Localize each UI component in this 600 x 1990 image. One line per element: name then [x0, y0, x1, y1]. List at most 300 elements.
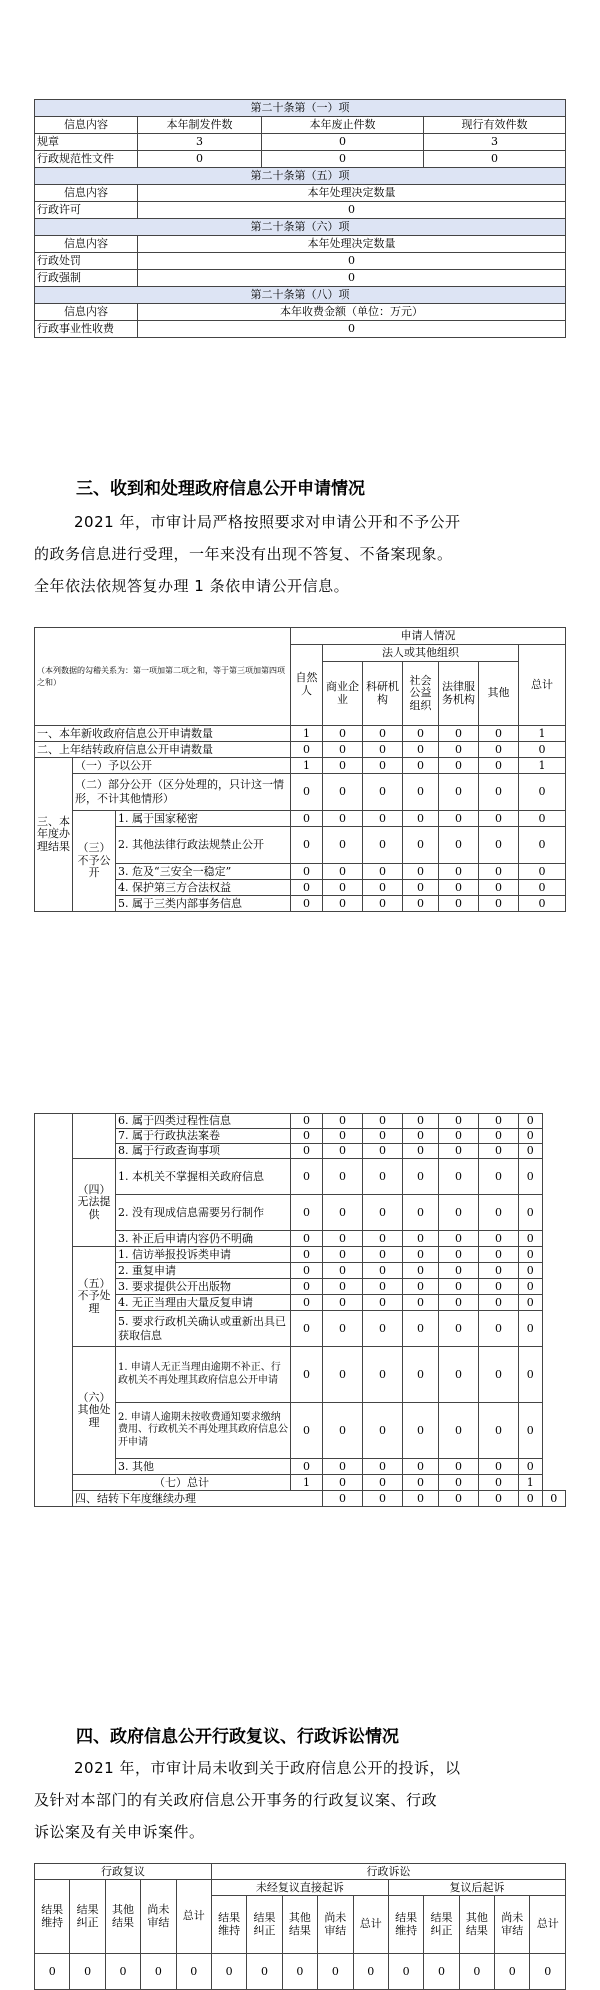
cell: 0 [403, 827, 439, 864]
row-label: 4. 保护第三方合法权益 [116, 880, 291, 896]
cell: 0 [363, 896, 403, 912]
application-table [34, 627, 566, 912]
cell: 0 [479, 774, 519, 811]
cell: 0 [439, 1295, 479, 1311]
table-row [35, 321, 566, 338]
cell: 0 [363, 1129, 403, 1144]
cell: 0 [291, 742, 323, 758]
cell: 0 [323, 1459, 363, 1475]
cell: 0 [519, 1159, 543, 1195]
cell: 0 [363, 742, 403, 758]
row-label: 6. 属于四类过程性信息 [116, 1114, 291, 1129]
cell: 1 [519, 758, 566, 774]
col-header: 信息内容 [35, 117, 138, 134]
cell: 0 [403, 1231, 439, 1247]
cell: 0 [403, 758, 439, 774]
cell: 0 [363, 880, 403, 896]
cell: 0 [363, 1347, 403, 1403]
cell: 0 [519, 1144, 543, 1159]
col-header: 其他结果 [282, 1896, 317, 1954]
cell: 0 [479, 1347, 519, 1403]
cell: 0 [363, 1195, 403, 1231]
cell: 0 [323, 864, 363, 880]
cell: 0 [291, 774, 323, 811]
section-header: 第二十条第（八）项 [35, 287, 566, 304]
cell: 0 [323, 811, 363, 827]
col-header: 社会公益组织 [403, 662, 439, 726]
cell: 0 [519, 827, 566, 864]
cell: 0 [439, 827, 479, 864]
cell: 0 [403, 1263, 439, 1279]
paragraph-line: 及针对本部门的有关政府信息公开事务的行政复议案、行政 [34, 1791, 438, 1809]
cell: 0 [105, 1954, 140, 1990]
cell: 0 [439, 758, 479, 774]
cell: 0 [323, 1347, 363, 1403]
table-row [35, 742, 566, 758]
cell: 0 [403, 1403, 439, 1459]
cell: 0 [403, 1129, 439, 1144]
col-header: 本年废止件数 [262, 117, 424, 134]
cell: 0 [519, 1231, 543, 1247]
table-row [35, 811, 566, 827]
cell: 0 [439, 1475, 479, 1491]
cell: 1 [519, 726, 566, 742]
col-header: 尚未审结 [141, 1880, 176, 1954]
cell: 0 [439, 896, 479, 912]
cell: 0 [291, 1279, 323, 1295]
col-header: 总计 [176, 1880, 211, 1954]
col-header: 结果纠正 [70, 1880, 105, 1954]
cell: 0 [363, 1279, 403, 1295]
cell: 0 [323, 1195, 363, 1231]
row-label: 行政处罚 [35, 253, 138, 270]
cell: 0 [519, 1114, 543, 1129]
cell: 0 [70, 1954, 105, 1990]
cell: 0 [363, 758, 403, 774]
cell: 0 [479, 1195, 519, 1231]
cell: 0 [403, 1295, 439, 1311]
cell: 0 [138, 202, 566, 219]
cell: 0 [519, 774, 566, 811]
cell: 0 [519, 1129, 543, 1144]
row-label: （二）部分公开（区分处理的，只计这一情形，不计其他情形） [73, 774, 291, 811]
row-label: 2. 其他法律行政法规禁止公开 [116, 827, 291, 864]
cell: 0 [363, 1475, 403, 1491]
applicant-header: 申请人情况 [291, 628, 566, 645]
cell: 0 [323, 1247, 363, 1263]
cell: 1 [519, 1475, 543, 1491]
row-label: （七）总计 [73, 1475, 291, 1491]
withhold-group-label-cont [73, 1114, 116, 1159]
cell: 0 [519, 1403, 543, 1459]
cell: 0 [439, 1247, 479, 1263]
cell: 0 [403, 880, 439, 896]
table-row [35, 1114, 566, 1129]
cell: 0 [439, 864, 479, 880]
cell: 0 [519, 1263, 543, 1279]
table-row [35, 758, 566, 774]
table-row [35, 253, 566, 270]
col-header: 结果维持 [35, 1880, 70, 1954]
cell: 0 [495, 1954, 530, 1990]
cell: 0 [479, 726, 519, 742]
table-row [35, 134, 566, 151]
cell: 0 [479, 1459, 519, 1475]
paragraph-line: 2021 年，市审计局严格按照要求对申请公开和不予公开 [74, 513, 461, 531]
cell: 0 [479, 1159, 519, 1195]
row-label: 3. 补正后申请内容仍不明确 [116, 1231, 291, 1247]
cell: 0 [323, 774, 363, 811]
cell: 0 [424, 151, 566, 168]
row-label: 二、上年结转政府信息公开申请数量 [35, 742, 291, 758]
cell: 0 [403, 726, 439, 742]
legal-person-header: 法人或其他组织 [323, 645, 519, 662]
cell: 0 [363, 1263, 403, 1279]
cell: 0 [479, 1263, 519, 1279]
article20-table [34, 99, 566, 338]
row-label: 四、结转下年度继续办理 [73, 1491, 323, 1507]
cell: 0 [439, 811, 479, 827]
row-label: 5. 属于三类内部事务信息 [116, 896, 291, 912]
row-label: 1. 信访举报投诉类申请 [116, 1247, 291, 1263]
table-row [35, 1954, 566, 1990]
cell: 0 [479, 1403, 519, 1459]
cell: 1 [291, 726, 323, 742]
row-label: 行政规范性文件 [35, 151, 138, 168]
cell: 0 [262, 151, 424, 168]
cell: 0 [262, 134, 424, 151]
table-row [35, 151, 566, 168]
row-label: 行政事业性收费 [35, 321, 138, 338]
cell: 0 [403, 1247, 439, 1263]
cell: 0 [439, 880, 479, 896]
row-label: 3. 其他 [116, 1459, 291, 1475]
row-label: 2. 重复申请 [116, 1263, 291, 1279]
cell: 0 [363, 864, 403, 880]
cell: 0 [519, 1311, 543, 1347]
cell: 0 [479, 1129, 519, 1144]
cell: 0 [519, 1247, 543, 1263]
col-header: 信息内容 [35, 185, 138, 202]
cell: 0 [282, 1954, 317, 1990]
cell: 0 [479, 1475, 519, 1491]
col-header: 尚未审结 [318, 1896, 353, 1954]
cell: 0 [363, 1159, 403, 1195]
cell: 0 [479, 1491, 519, 1507]
unavailable-group-label: （四）无法提供 [73, 1159, 116, 1247]
not-processed-group-label: （五）不予处理 [73, 1247, 116, 1347]
cell: 0 [323, 1129, 363, 1144]
section-header: 第二十条第（五）项 [35, 168, 566, 185]
cell: 0 [323, 742, 363, 758]
row-label: 行政许可 [35, 202, 138, 219]
col-header: 本年处理决定数量 [138, 185, 566, 202]
paragraph-line: 的政务信息进行受理，一年来没有出现不答复、不备案现象。 [34, 545, 453, 563]
col-header: 法律服务机构 [439, 662, 479, 726]
application-table-continued [34, 1113, 566, 1507]
cell: 0 [424, 1954, 459, 1990]
cell: 0 [519, 1195, 543, 1231]
row-label: 1. 属于国家秘密 [116, 811, 291, 827]
cell: 0 [291, 1263, 323, 1279]
cell: 0 [403, 742, 439, 758]
cell: 0 [291, 1295, 323, 1311]
cell: 0 [439, 1459, 479, 1475]
cell: 0 [439, 742, 479, 758]
table-row [35, 1475, 566, 1491]
cell: 0 [439, 774, 479, 811]
row-label: 1. 本机关不掌握相关政府信息 [116, 1159, 291, 1195]
cell: 0 [439, 1129, 479, 1144]
cell: 0 [519, 1279, 543, 1295]
cell: 0 [363, 1144, 403, 1159]
cell: 0 [530, 1954, 566, 1990]
cell: 0 [323, 1279, 363, 1295]
after-review-header: 复议后起诉 [388, 1880, 565, 1896]
cell: 0 [323, 1114, 363, 1129]
cell: 0 [479, 1114, 519, 1129]
cell: 0 [542, 1491, 566, 1507]
cell: 0 [363, 1311, 403, 1347]
cell: 0 [138, 151, 262, 168]
col-header: 本年处理决定数量 [138, 236, 566, 253]
row-label: 3. 危及“三安全一稳定” [116, 864, 291, 880]
cell: 0 [363, 1114, 403, 1129]
cell: 0 [519, 1347, 543, 1403]
cell: 0 [138, 270, 566, 287]
col-header: 结果维持 [211, 1896, 246, 1954]
withhold-group-label: （三）不予公开 [73, 811, 116, 912]
paragraph-line: 全年依法依规答复办理 1 条依申请公开信息。 [34, 577, 350, 595]
col-header: 总计 [353, 1896, 388, 1954]
cell: 0 [363, 827, 403, 864]
cell: 0 [519, 742, 566, 758]
row-label: 3. 要求提供公开出版物 [116, 1279, 291, 1295]
cell: 0 [138, 321, 566, 338]
col-header: 结果纠正 [247, 1896, 282, 1954]
table-row [35, 1347, 566, 1403]
col-header: 本年制发件数 [138, 117, 262, 134]
table-row [35, 774, 566, 811]
cell: 0 [439, 1403, 479, 1459]
table-row [35, 270, 566, 287]
cell: 0 [403, 1475, 439, 1491]
cell: 0 [479, 880, 519, 896]
cell: 0 [318, 1954, 353, 1990]
cell: 1 [291, 1475, 323, 1491]
cell: 0 [291, 880, 323, 896]
cell: 0 [403, 1279, 439, 1295]
section3-paragraph [34, 506, 566, 602]
cell: 0 [459, 1954, 494, 1990]
cell: 0 [403, 1347, 439, 1403]
cell: 0 [363, 774, 403, 811]
cell: 0 [363, 1491, 403, 1507]
col-header: 其他 [479, 662, 519, 726]
cell: 0 [403, 1159, 439, 1195]
cell: 0 [439, 1347, 479, 1403]
cell: 0 [291, 1195, 323, 1231]
col-header: 商业企业 [323, 662, 363, 726]
cell: 0 [353, 1954, 388, 1990]
cell: 0 [323, 896, 363, 912]
col-header: 总计 [530, 1896, 566, 1954]
cell: 0 [519, 896, 566, 912]
cell: 0 [176, 1954, 211, 1990]
table-row [35, 1491, 566, 1507]
section-header: 第二十条第（一）项 [35, 100, 566, 117]
cell: 0 [439, 726, 479, 742]
cell: 0 [323, 1263, 363, 1279]
natural-person-header: 自然人 [291, 645, 323, 726]
cell: 0 [323, 1144, 363, 1159]
cell: 0 [479, 1295, 519, 1311]
cell: 0 [323, 1475, 363, 1491]
cell: 0 [403, 1144, 439, 1159]
cell: 0 [291, 1159, 323, 1195]
cell: 0 [141, 1954, 176, 1990]
cell: 0 [247, 1954, 282, 1990]
cell: 0 [323, 1311, 363, 1347]
col-header: 现行有效件数 [424, 117, 566, 134]
other-group-label: （六）其他处理 [73, 1347, 116, 1475]
cell: 0 [323, 1231, 363, 1247]
cell: 0 [519, 880, 566, 896]
cell: 0 [35, 1954, 70, 1990]
col-header: 尚未审结 [495, 1896, 530, 1954]
cell: 0 [403, 811, 439, 827]
result-group-label-cont [35, 1114, 73, 1507]
row-label: （一）予以公开 [73, 758, 291, 774]
cell: 0 [403, 896, 439, 912]
cell: 0 [291, 1311, 323, 1347]
row-label: 5. 要求行政机关确认或重新出具已获取信息 [116, 1311, 291, 1347]
cell: 0 [363, 726, 403, 742]
cell: 0 [363, 1459, 403, 1475]
cell: 0 [291, 1144, 323, 1159]
cell: 0 [403, 864, 439, 880]
cell: 3 [424, 134, 566, 151]
paragraph-line: 诉讼案及有关申诉案件。 [34, 1823, 205, 1841]
cell: 0 [323, 880, 363, 896]
cell: 0 [439, 1195, 479, 1231]
row-label: 行政强制 [35, 270, 138, 287]
table-row [35, 726, 566, 742]
cell: 0 [519, 1491, 543, 1507]
cell: 0 [519, 1295, 543, 1311]
cell: 0 [323, 758, 363, 774]
cell: 0 [439, 1231, 479, 1247]
section-header: 第二十条第（六）项 [35, 219, 566, 236]
row-label: 4. 无正当理由大量反复申请 [116, 1295, 291, 1311]
cell: 0 [479, 758, 519, 774]
cell: 0 [519, 811, 566, 827]
cell: 0 [403, 774, 439, 811]
row-label: 规章 [35, 134, 138, 151]
col-header: 科研机构 [363, 662, 403, 726]
cell: 0 [403, 1114, 439, 1129]
cell: 0 [479, 1279, 519, 1295]
cell: 0 [291, 1114, 323, 1129]
cell: 0 [403, 1311, 439, 1347]
col-header: 其他结果 [105, 1880, 140, 1954]
cell: 0 [323, 1491, 363, 1507]
col-header: 其他结果 [459, 1896, 494, 1954]
cell: 0 [323, 726, 363, 742]
cell: 0 [363, 1247, 403, 1263]
cell: 0 [479, 742, 519, 758]
table-row [35, 1247, 566, 1263]
cell: 0 [439, 1159, 479, 1195]
row-label: 2. 申请人逾期未按收费通知要求缴纳费用、行政机关不再处理其政府信息公开申请 [116, 1403, 291, 1459]
cell: 0 [439, 1114, 479, 1129]
cell: 0 [439, 1263, 479, 1279]
cell: 0 [363, 1403, 403, 1459]
cell: 0 [519, 864, 566, 880]
table-row [35, 202, 566, 219]
cell: 0 [291, 1231, 323, 1247]
cell: 0 [439, 1279, 479, 1295]
cell: 0 [291, 1347, 323, 1403]
section3-title: 三、收到和处理政府信息公开申请情况 [76, 479, 365, 499]
cell: 0 [439, 1144, 479, 1159]
col-header: 本年收费金额（单位：万元） [138, 304, 566, 321]
cell: 0 [479, 1311, 519, 1347]
cell: 0 [479, 1144, 519, 1159]
litigation-header: 行政诉讼 [211, 1864, 565, 1880]
cell: 0 [363, 1295, 403, 1311]
cell: 0 [323, 827, 363, 864]
cell: 0 [291, 827, 323, 864]
row-label: 1. 申请人无正当理由逾期不补正、行政机关不再处理其政府信息公开申请 [116, 1347, 291, 1403]
cell: 0 [323, 1403, 363, 1459]
cell: 0 [363, 1231, 403, 1247]
cell: 0 [291, 1129, 323, 1144]
paragraph-line: 2021 年，市审计局未收到关于政府信息公开的投诉，以 [74, 1759, 461, 1777]
cell: 0 [291, 1459, 323, 1475]
cell: 0 [291, 864, 323, 880]
col-header: 信息内容 [35, 304, 138, 321]
cell: 0 [291, 896, 323, 912]
review-header: 行政复议 [35, 1864, 212, 1880]
total-header: 总计 [519, 645, 566, 726]
cell: 0 [323, 1295, 363, 1311]
cell: 0 [439, 1491, 479, 1507]
cell: 0 [479, 1231, 519, 1247]
cell: 0 [479, 811, 519, 827]
cell: 0 [291, 1403, 323, 1459]
cell: 0 [291, 811, 323, 827]
cell: 0 [519, 1459, 543, 1475]
cell: 0 [138, 253, 566, 270]
cell: 0 [388, 1954, 423, 1990]
table-row [35, 1159, 566, 1195]
section4-title: 四、政府信息公开行政复议、行政诉讼情况 [76, 1727, 399, 1747]
row-label: 8. 属于行政查询事项 [116, 1144, 291, 1159]
cell: 3 [138, 134, 262, 151]
col-header: 结果维持 [388, 1896, 423, 1954]
cell: 0 [479, 864, 519, 880]
cell: 0 [479, 896, 519, 912]
cell: 0 [479, 1247, 519, 1263]
section4-paragraph [34, 1752, 566, 1848]
note-cell: （本列数据的勾稽关系为：第一项加第二项之和，等于第三项加第四项之和） [35, 628, 291, 726]
row-label: 7. 属于行政执法案卷 [116, 1129, 291, 1144]
cell: 0 [323, 1159, 363, 1195]
cell: 0 [403, 1491, 439, 1507]
direct-suit-header: 未经复议直接起诉 [211, 1880, 388, 1896]
cell: 1 [291, 758, 323, 774]
